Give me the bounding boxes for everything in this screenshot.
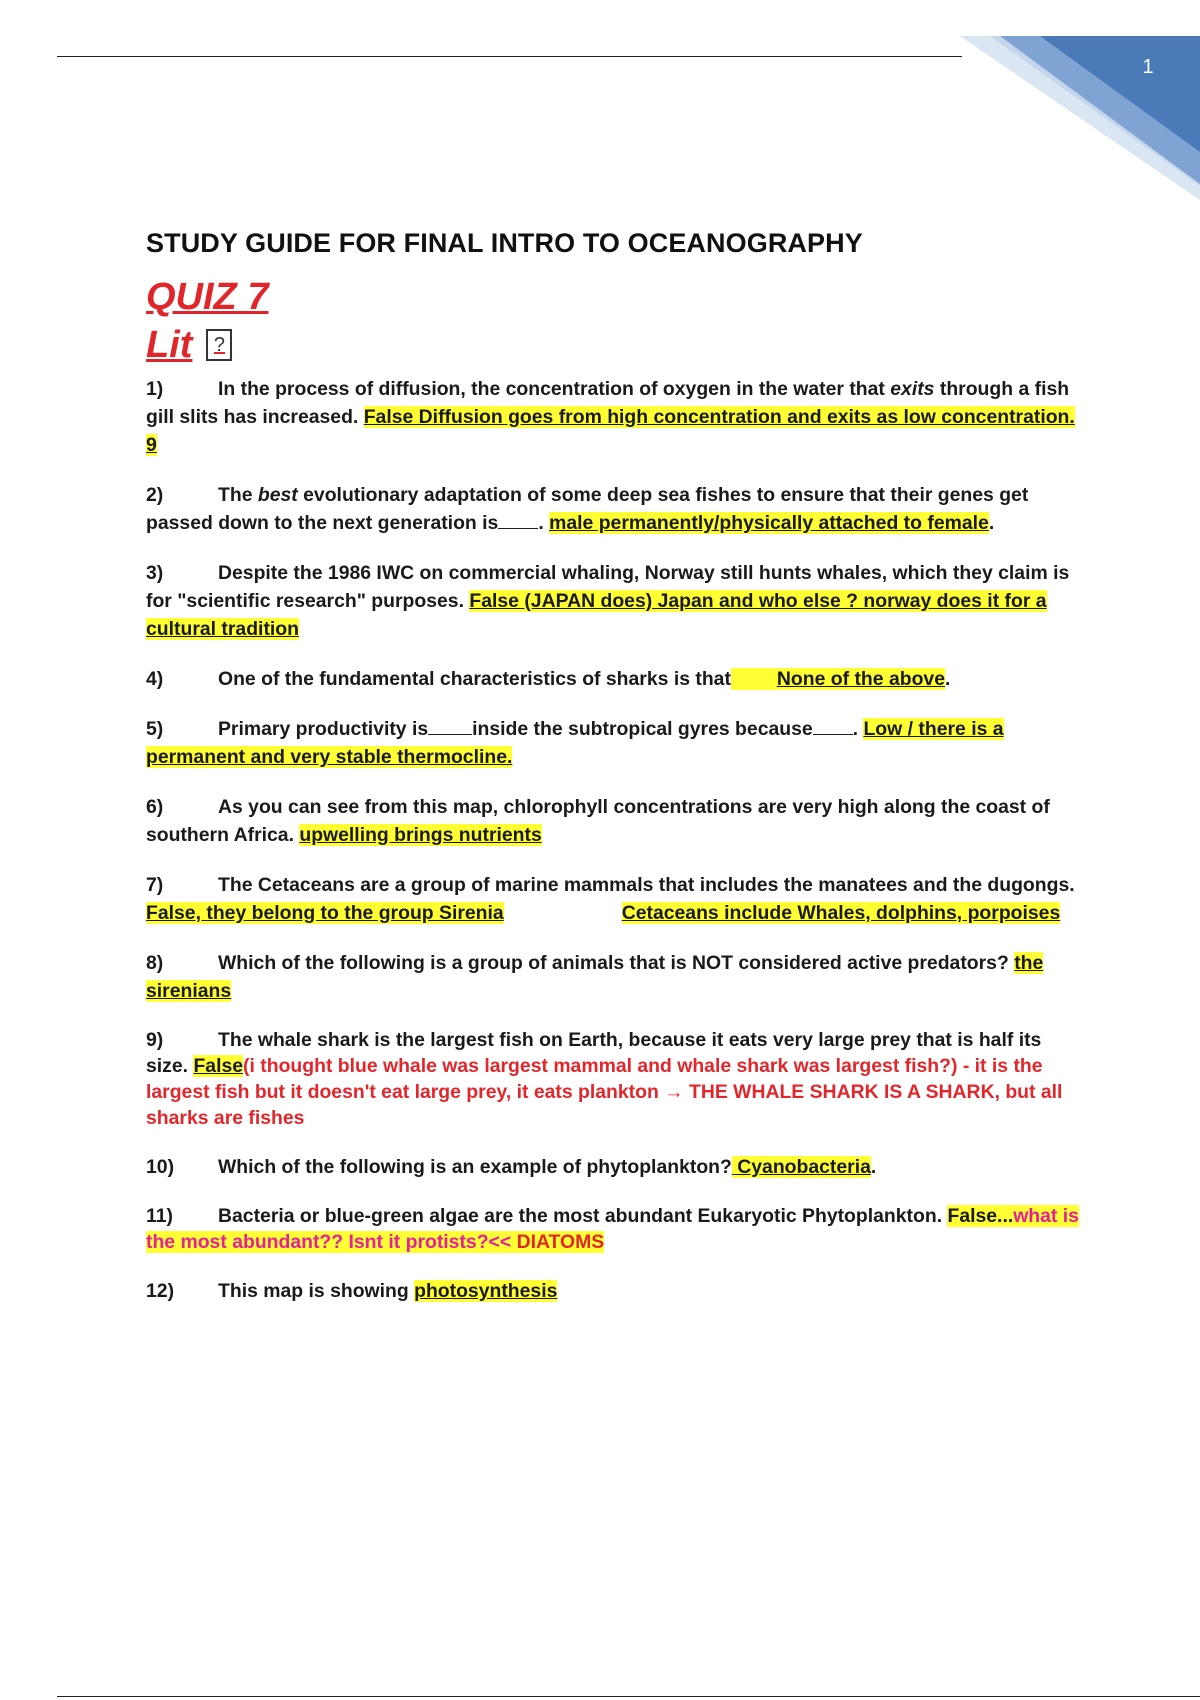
question-1: [146, 375, 1080, 459]
answer-highlight: upwelling brings nutrients: [299, 824, 542, 846]
footer-rule: [57, 1696, 1200, 1697]
question-number: 10): [146, 1156, 175, 1178]
question-text: .: [870, 1156, 877, 1178]
question-6: [146, 793, 1080, 849]
question-5: [146, 715, 1080, 771]
question-8: [146, 949, 1080, 1005]
answer-highlight: None of the above: [731, 668, 945, 690]
question-text: The Cetaceans are a group of marine mammals that includes the manatees and the dugongs.: [218, 874, 1075, 896]
lit-heading-text: Lit: [146, 324, 193, 366]
fill-blank: [428, 716, 472, 735]
question-10: [146, 1153, 1080, 1181]
question-text: The: [218, 484, 258, 506]
answer-highlight-secondary: Cetaceans include Whales, dolphins, porpoises: [621, 902, 1061, 924]
document-body: [146, 228, 1080, 1327]
question-12: [146, 1277, 1080, 1305]
question-9: [146, 1027, 1080, 1131]
answer-highlight: the sirenians: [146, 952, 1044, 1002]
student-note: what is the most abundant?? Isnt it protists?<<: [146, 1205, 1079, 1253]
question-text: In the process of diffusion, the concentration of oxygen in the water that: [218, 378, 891, 400]
document-title: STUDY GUIDE FOR FINAL INTRO TO OCEANOGRAPHY: [146, 228, 863, 258]
question-text: inside the subtropical gyres because: [472, 718, 813, 740]
question-7: [146, 871, 1080, 927]
answer-highlight: Cyanobacteria: [731, 1156, 871, 1178]
answer-highlight: False: [193, 1055, 244, 1077]
question-3: [146, 559, 1080, 643]
answer-highlight: False, they belong to the group Sirenia: [146, 902, 504, 924]
question-4: [146, 665, 1080, 693]
question-text: Primary productivity is: [218, 718, 429, 740]
lit-heading: [146, 321, 1080, 369]
question-text: This map is showing: [218, 1280, 415, 1302]
question-number: 9): [146, 1029, 164, 1051]
page-number: 1: [1142, 56, 1154, 78]
answer-highlight: Low / there is a permanent and very stable thermocline.: [146, 718, 1004, 768]
question-2: [146, 481, 1080, 537]
answer-highlight: photosynthesis: [414, 1280, 558, 1302]
question-11: [146, 1203, 1080, 1255]
student-note-answer: DIATOMS: [516, 1231, 605, 1253]
question-text: As you can see from this map, chlorophyll concentrations are very high along the coast of southern Africa.: [146, 796, 1050, 846]
question-text: .: [852, 718, 864, 740]
header-rule: [57, 56, 962, 57]
question-text: Which of the following is a group of animals that is NOT considered active predators?: [218, 952, 1015, 974]
question-number: 12): [146, 1280, 175, 1302]
question-number: 5): [146, 718, 164, 740]
missing-glyph-icon: ?: [206, 329, 232, 361]
question-number: 7): [146, 874, 164, 896]
question-text: .: [988, 512, 995, 534]
question-text: through a fish gill slits has increased.: [146, 378, 1070, 428]
question-number: 8): [146, 952, 164, 974]
student-note: (i thought blue whale was largest mammal and whale shark was largest fish?) - it is the largest fish but it doesn't eat large prey, it eats plankton → THE WHALE SHARK IS A SHARK, but all sharks are fishes: [146, 1055, 1063, 1129]
question-number: 6): [146, 796, 164, 818]
question-text: .: [945, 668, 951, 690]
question-text: Bacteria or blue-green algae are the most abundant Eukaryotic Phytoplankton.: [218, 1205, 948, 1227]
question-text: evolutionary adaptation of some deep sea fishes to ensure that their genes get passed down to the next generation is: [146, 484, 1029, 534]
fill-blank: [498, 510, 538, 529]
question-text: Despite the 1986 IWC on commercial whaling, Norway still hunts whales, which they claim is for "scientific research" purposes.: [146, 562, 1070, 612]
question-number: 1): [146, 378, 164, 400]
answer-highlight: male permanently/physically attached to female: [549, 512, 989, 534]
question-number: 4): [146, 668, 164, 690]
quiz-heading: QUIZ 7: [146, 276, 269, 318]
answer-highlight: False Diffusion goes from high concentration and exits as low concentration. 9: [146, 406, 1075, 456]
question-number: 3): [146, 562, 164, 584]
question-text: .: [538, 512, 550, 534]
question-text: The whale shark is the largest fish on Earth, because it eats very large prey that is half its size.: [146, 1029, 1042, 1077]
question-text: One of the fundamental characteristics of sharks is that: [218, 668, 731, 690]
fill-blank: [813, 716, 853, 735]
question-emphasis: exits: [890, 378, 935, 400]
question-text: Which of the following is an example of phytoplankton?: [218, 1156, 732, 1178]
answer-highlight: False...: [947, 1205, 1014, 1227]
answer-highlight: False (JAPAN does) Japan and who else ? norway does it for a cultural tradition: [146, 590, 1047, 640]
question-emphasis: best: [257, 484, 298, 506]
question-number: 2): [146, 484, 164, 506]
question-number: 11): [146, 1205, 173, 1227]
page-corner-graphic: [960, 36, 1200, 200]
